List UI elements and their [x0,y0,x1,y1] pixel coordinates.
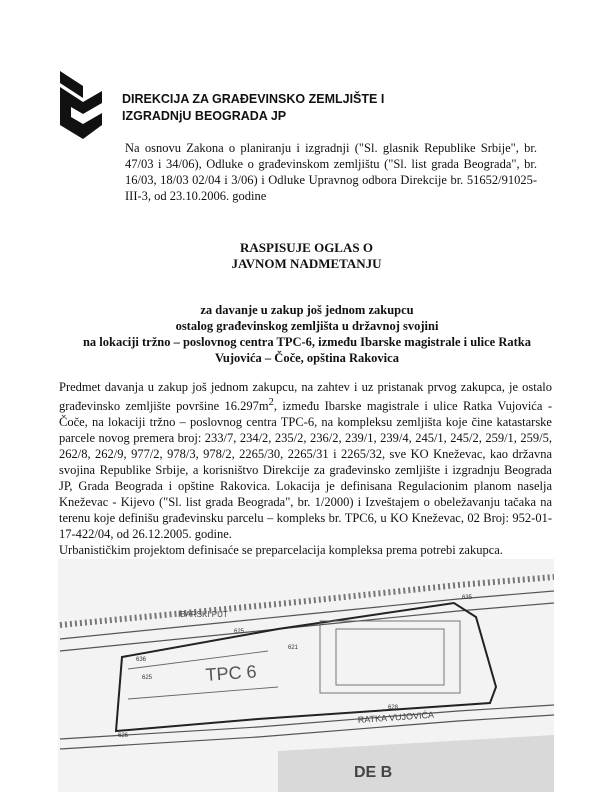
organization-name-line2: IZGRADNjU BEOGRADA JP [122,109,287,123]
subject-line2: ostalog građevinskog zemljišta u državnoj svojini [175,319,439,333]
announcement-title-line1: RASPISUJE OGLAS O [240,240,373,255]
announcement-title-line2: JAVNOM NADMETANJU [231,256,382,271]
organization-name-line1: DIREKCIJA ZA GRAĐEVINSKO ZEMLJIŠTE I [122,92,385,106]
body-text [59,379,552,558]
map-point-label: 626 [118,733,129,739]
subject-line1: za davanje u zakup još jednom zakupcu [200,303,414,317]
area-text-start: Predmet davanja u zakup još jednom zakupcu, na zahtev i uz pristanak prvog zakupca, je ostalo građevinsko zemljište površine 16.297m [59,380,552,414]
map-point-label: 625 [142,675,153,681]
map-street-top-label: IBARSKI PUT [178,610,228,619]
map-point-label: 628 [388,705,399,711]
subject-line3: na lokaciji tržno – poslovnog centra TPC-6, između Ibarske magistrale i ulice Ratka [82,335,531,349]
map-point-label: 636 [136,657,147,663]
subject-description-paragraph [59,379,552,542]
area-text-rest: , između Ibarske magistrale i ulice Ratka Vujovića - Čoče, na lokaciji tržno – poslovnog centra TPC-6, na kompleksu zemljišta koje čine katastarske parcele novog premera broj: 233/7, 234/2, 235/2, 236/2, 239/1, 239/4, 245/1, 245/2, 259/1, 259/5, 262/8, 262/9, 977/2, 978/3, 978/2, 2265/30, 2265/31 i 2265/32, sve KO Kneževac, kao državna svojina Republike Srbije, a korisništvo Direkcije za građevinsko zemljište i izgradnju Beograda JP, Grada Beograda i opštine Rakovica. Lokacija je definisana Regulacionim planom naselja Kneževac - Kijevo ("Sl. list grada Beograda", br. 1/2000) i Izveštajem o obeležavanju tačaka na terenu koje definišu građevinsku parcelu – kompleks br. TPC6, u KO Kneževac, 02 Broj: 952-01-17-422/04, od 26.12.2005. godine. [59,399,552,542]
urban-project-paragraph: Urbanističkim projektom definisaće se preparcelacija kompleksa prema potrebi zakupca. [59,543,503,558]
map-corner-label: DE B [354,764,393,781]
area-unit-superscript: 2 [268,397,274,408]
legal-preamble: Na osnovu Zakona o planiranju i izgradnji ("Sl. glasnik Republike Srbije", br. 47/03 i 34/06), Odluke o građevinskom zemljištu ("Sl. list grada Beograda", br. 16/03, 18/03 02/04 i 3/06) i Odluke Upravnog odbora Direkcije br. 51652/91025-III-3, od 23.10.2006. godine [125,141,537,203]
map-point-label: 625 [234,629,245,635]
direkcija-logo [56,71,106,139]
announcement-title [100,240,513,272]
map-street-bottom-label: RATKA VUJOVIĆA [357,709,435,725]
announcement-subject [70,302,544,366]
map-point-label: 621 [288,645,299,651]
map-zone-label: TPC 6 [204,661,258,685]
subject-line4: Vujovića – Čoče, opština Rakovica [215,351,399,365]
site-plan-map [58,559,554,792]
organization-name [122,91,442,125]
map-point-label: 635 [462,595,473,601]
